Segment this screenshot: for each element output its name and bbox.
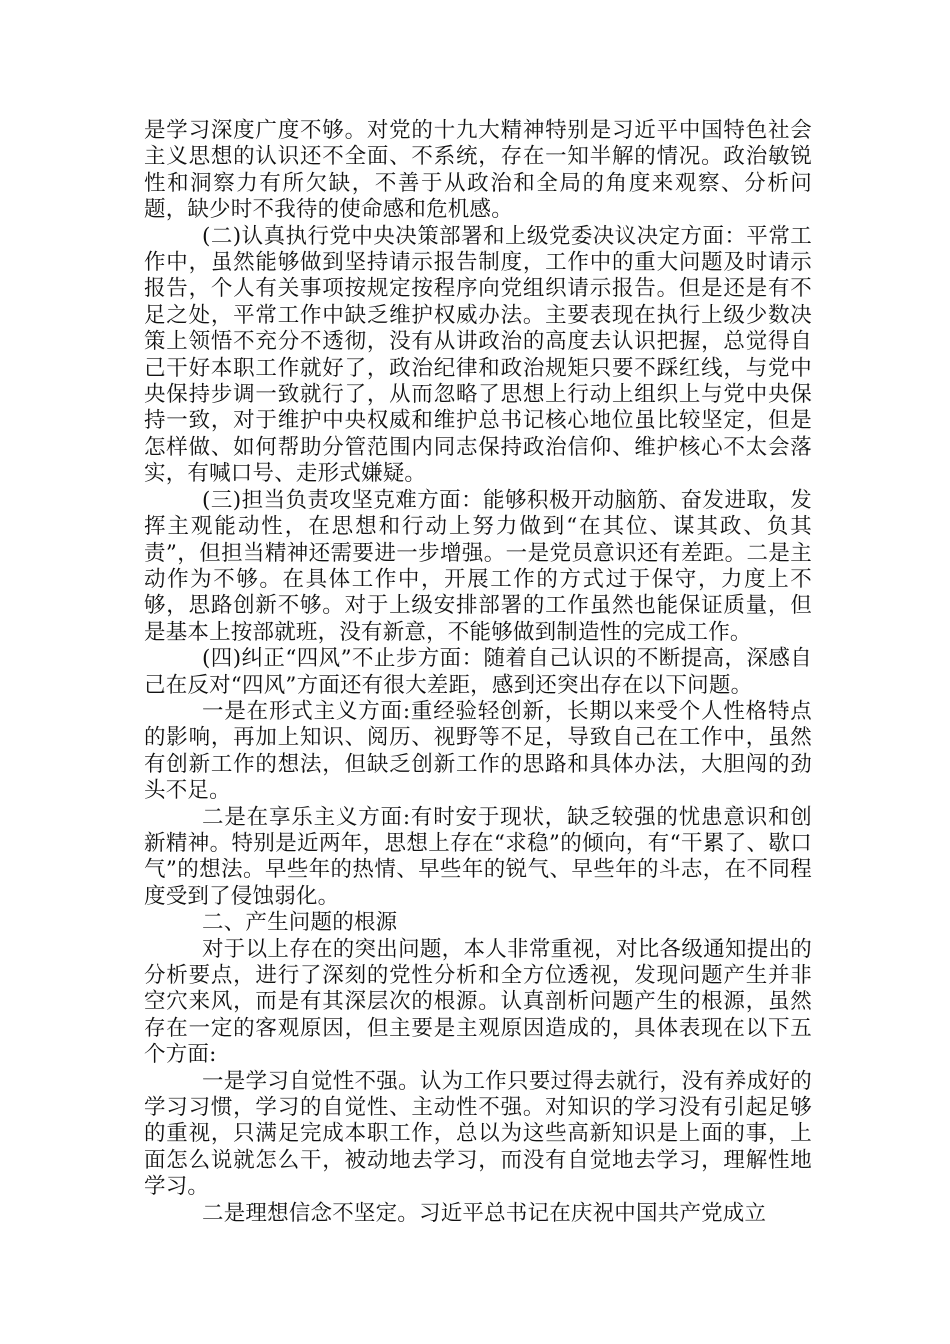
paragraph-formalism: 一是在形式主义方面:重经验轻创新，长期以来受个人性格特点的影响，再加上知识、阅历、视野等不足，导致自己在工作中，虽然有创新工作的想法，但缺乏创新工作的思路和具体办法，大胆闯的劲头不足。: [144, 698, 812, 804]
paragraph-continuation: 是学习深度广度不够。对党的十九大精神特别是习近平中国特色社会主义思想的认识还不全面、不系统，存在一知半解的情况。政治敏锐性和洞察力有所欠缺，不善于从政治和全局的角度来观察、分析问题，缺少时不我待的使命感和危机感。: [144, 118, 812, 223]
paragraph-section-3: (三)担当负责攻坚克难方面：能够积极开动脑筋、奋发进取，发挥主观能动性，在思想和行动上努力做到“在其位、谋其政、负其责”，但担当精神还需要进一步增强。一是党员意识还有差距。二是主动作为不够。在具体工作中，开展工作的方式过于保守，力度上不够，思路创新不够。对于上级安排部署的工作虽然也能保证质量，但是基本上按部就班，没有新意，不能够做到制造性的完成工作。: [144, 487, 812, 645]
paragraph-section-2: (二)认真执行党中央决策部署和上级党委决议决定方面：平常工作中，虽然能够做到坚持请示报告制度，工作中的重大问题及时请示报告，个人有关事项按规定按程序向党组织请示报告。但是还是有不足之处，平常工作中缺乏维护权威办法。主要表现在执行上级少数决策上领悟不充分不透彻，没有从讲政治的高度去认识把握，总觉得自己干好本职工作就好了，政治纪律和政治规矩只要不踩红线，与党中央保持步调一致就行了，从而忽略了思想上行动上组织上与党中央保持一致，对于维护中央权威和维护总书记核心地位虽比较坚定，但是怎样做、如何帮助分管范围内同志保持政治信仰、维护核心不太会落实，有喊口号、走形式嫌疑。: [144, 223, 812, 487]
paragraph-hedonism: 二是在享乐主义方面:有时安于现状，缺乏较强的忧患意识和创新精神。特别是近两年，思想上存在“求稳”的倾向，有“干累了、歇口气”的想法。早些年的热情、早些年的锐气、早些年的斗志，在不同程度受到了侵蚀弱化。: [144, 804, 812, 909]
paragraph-cause-2: 二是理想信念不坚定。习近平总书记在庆祝中国共产党成立: [202, 1200, 767, 1226]
paragraph-section-4: (四)纠正“四风”不止步方面：随着自己认识的不断提高，深感自己在反对“四风”方面还有很大差距，感到还突出存在以下问题。: [144, 646, 812, 698]
paragraph-root-causes-intro: 对于以上存在的突出问题，本人非常重视，对比各级通知提出的分析要点，进行了深刻的党性分析和全方位透视，发现问题产生并非空穴来风，而是有其深层次的根源。认真剖析问题产生的根源，虽然存在一定的客观原因，但主要是主观原因造成的，具体表现在以下五个方面:: [144, 936, 812, 1068]
paragraph-cause-1: 一是学习自觉性不强。认为工作只要过得去就行，没有养成好的学习习惯，学习的自觉性、主动性不强。对知识的学习没有引起足够的重视，只满足完成本职工作，总以为这些高新知识是上面的事，上面怎么说就怎么干，被动地去学习，而没有自觉地去学习，理解性地学习。: [144, 1068, 812, 1200]
document-page: [144, 118, 812, 1227]
section-heading-root-causes: 二、产生问题的根源: [202, 910, 398, 936]
